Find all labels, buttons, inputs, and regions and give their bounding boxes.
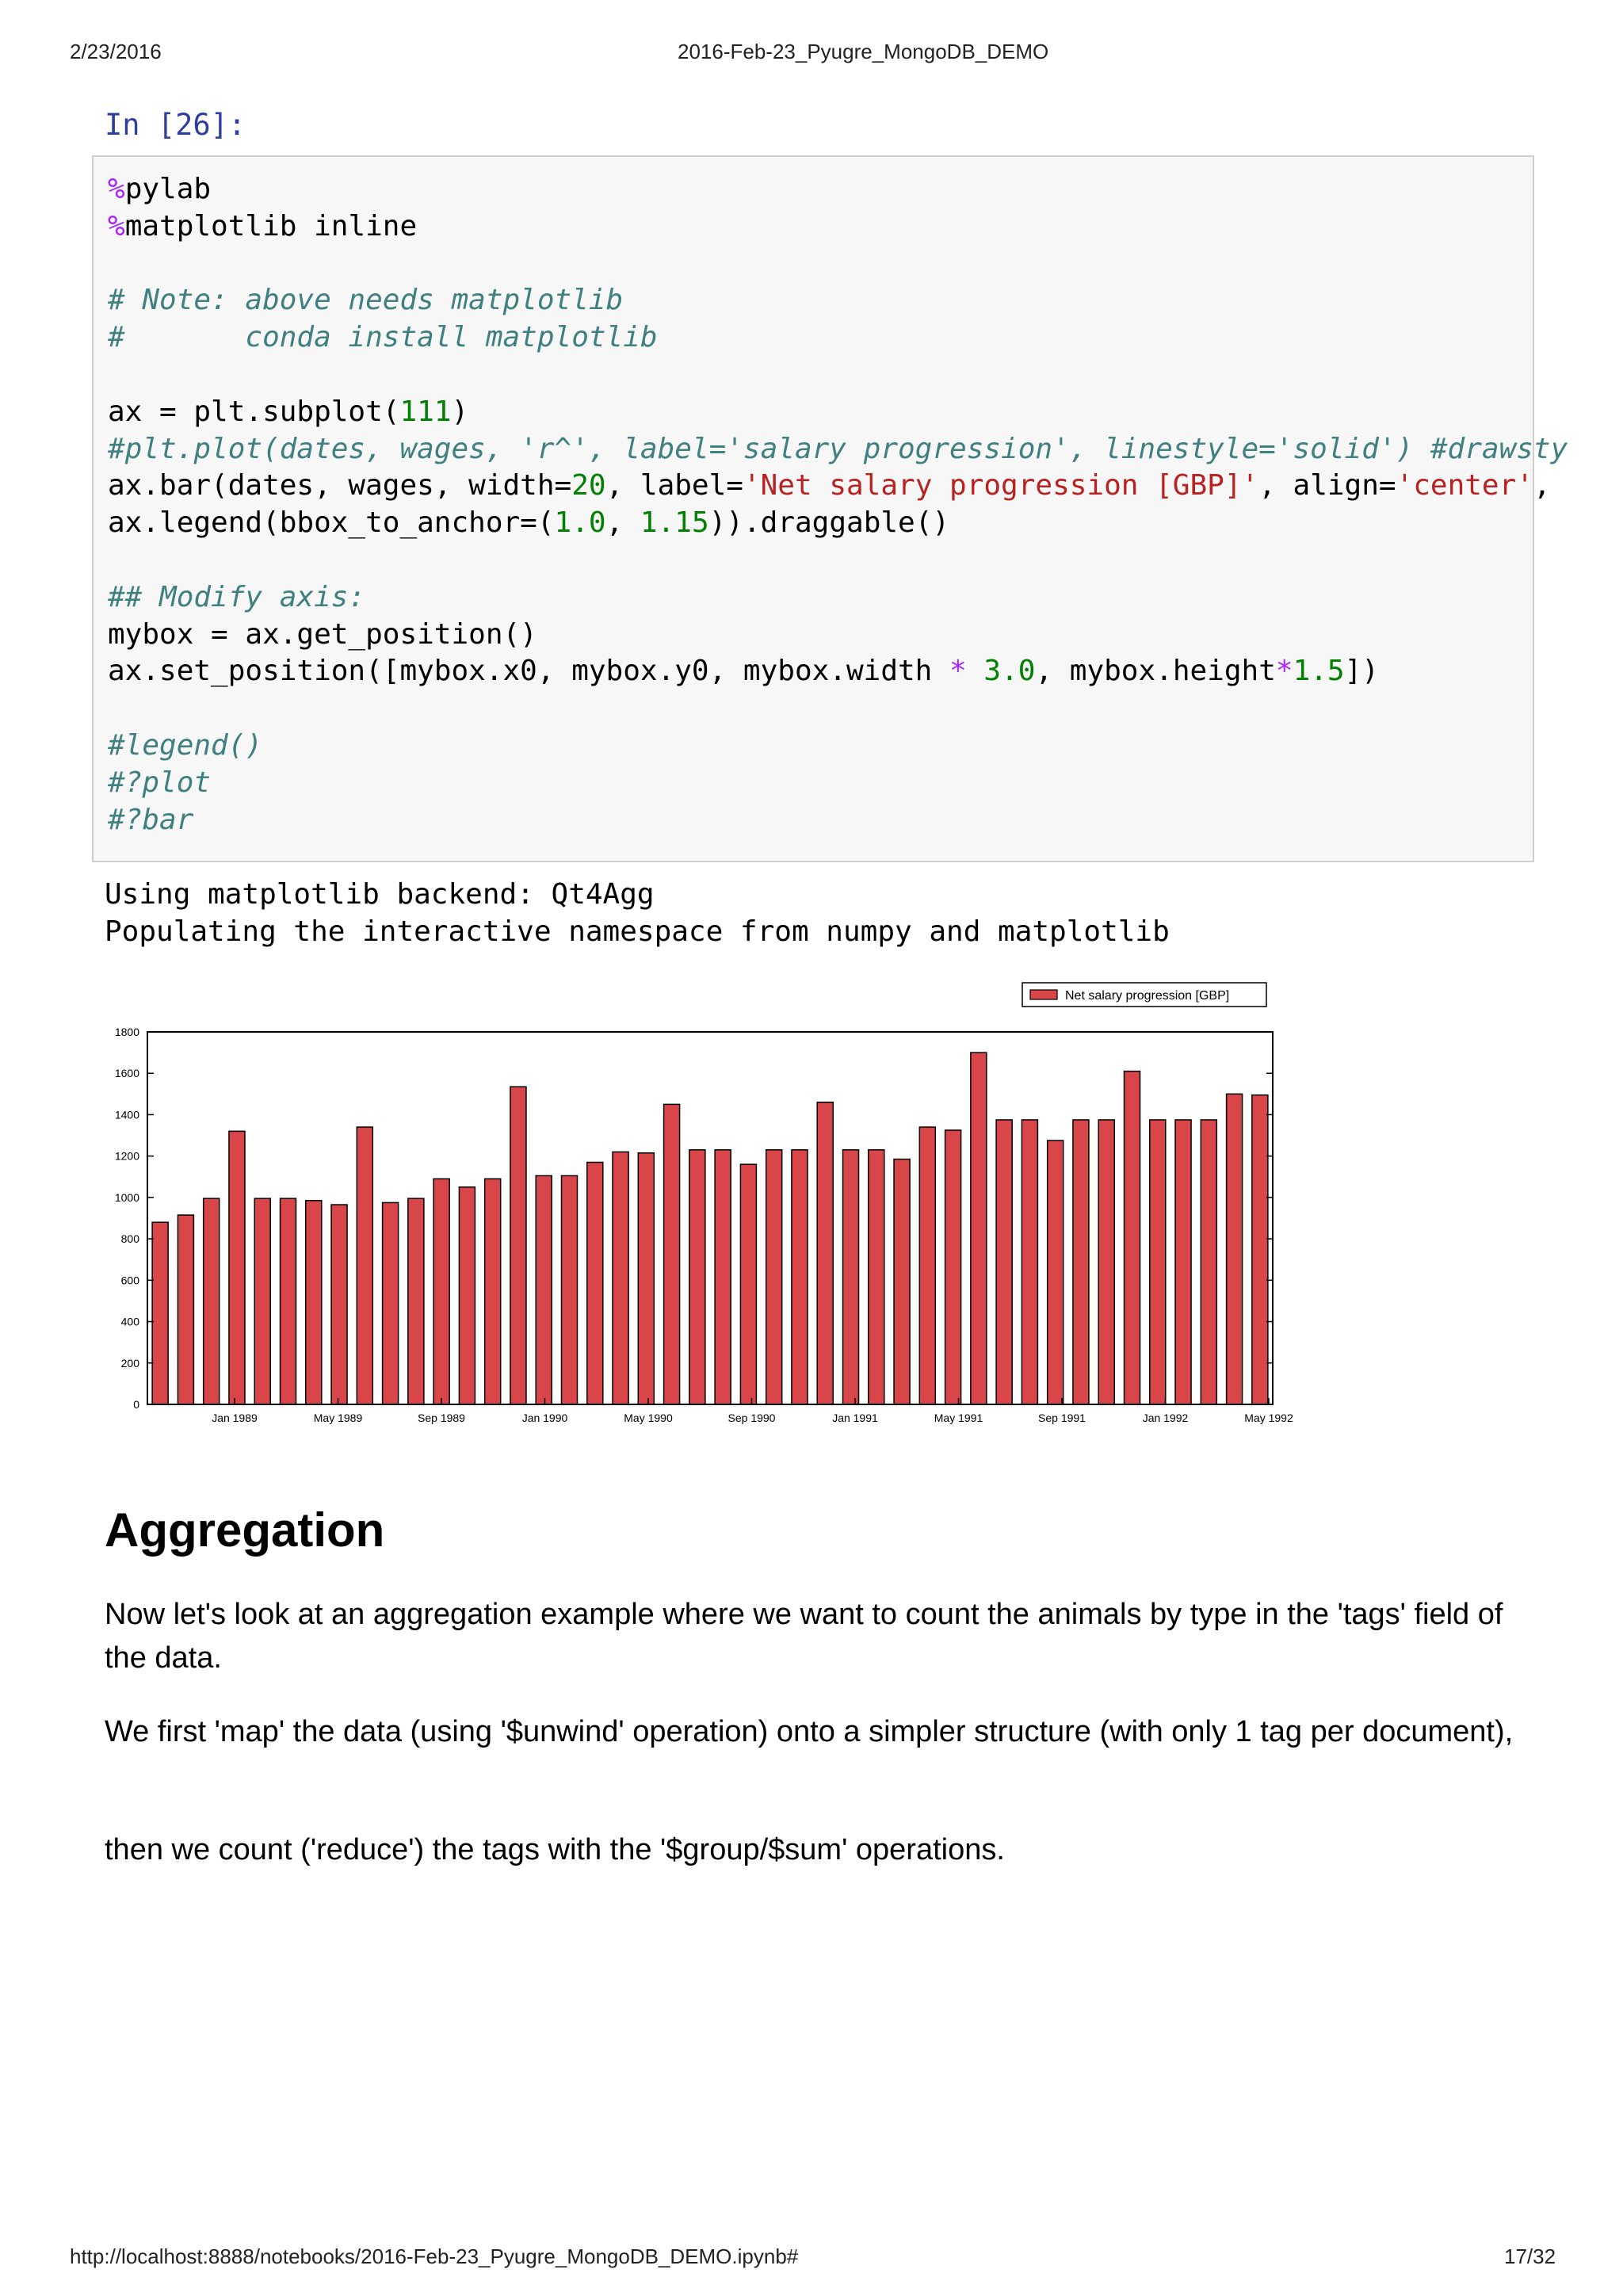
code-line: matplotlib inline [124, 209, 418, 243]
x-tick-label: Sep 1990 [727, 1412, 776, 1424]
chart-bar [1150, 1120, 1166, 1404]
code-comment: # Note: above needs matplotlib [108, 284, 624, 317]
cell-output [105, 876, 1170, 950]
chart-bar [357, 1127, 372, 1404]
y-tick-label: 1800 [114, 1026, 139, 1038]
print-url: http://localhost:8888/notebooks/2016-Feb-23_Pyugre_MongoDB_DEMO.ipynb# [70, 2244, 799, 2268]
chart-bar [204, 1198, 220, 1404]
chart-bar [331, 1205, 347, 1404]
chart-bar [1022, 1120, 1037, 1404]
chart-bar [945, 1130, 961, 1404]
salary-bar-chart [95, 967, 1300, 1442]
chart-bar [587, 1163, 603, 1405]
cell-prompt: In [26]: [105, 108, 246, 142]
print-page-number: 17/32 [1504, 2244, 1556, 2268]
chart-bar [869, 1150, 884, 1404]
chart-bar [562, 1175, 578, 1404]
paragraph: Now let's look at an aggregation example where we want to count the animals by type in the 'tags' field of the data. [105, 1598, 1503, 1675]
chart-bar [1048, 1140, 1064, 1404]
chart-bar [792, 1150, 808, 1404]
y-tick-label: 1000 [114, 1190, 139, 1204]
x-tick-label: Jan 1992 [1142, 1412, 1189, 1424]
chart-bar [536, 1175, 552, 1404]
y-tick-label: 1200 [114, 1149, 139, 1163]
x-tick-label: Jan 1991 [832, 1412, 878, 1424]
y-tick-label: 1400 [114, 1108, 139, 1121]
magic-percent: % [108, 173, 125, 205]
chart-bar [638, 1153, 654, 1404]
chart-bar [510, 1087, 526, 1404]
chart-bar [613, 1152, 628, 1404]
chart-bar [664, 1104, 680, 1404]
chart-bar [408, 1198, 424, 1404]
y-tick-label: 600 [120, 1274, 139, 1287]
chart-bar [281, 1198, 296, 1404]
chart-bar [894, 1159, 910, 1404]
chart-bar [971, 1052, 987, 1404]
x-tick-label: Jan 1990 [521, 1412, 568, 1424]
chart-bar [919, 1127, 935, 1404]
output-line: Using matplotlib backend: Qt4Agg [105, 878, 655, 911]
y-tick-label: 200 [120, 1356, 139, 1370]
code-comment: # conda install matplotlib [108, 321, 658, 354]
y-tick-label: 800 [120, 1232, 139, 1246]
code-comment: #?bar [108, 803, 194, 836]
legend-label: Net salary progression [GBP] [1065, 989, 1230, 1003]
chart-bar [1227, 1094, 1243, 1404]
chart-bar [766, 1150, 782, 1404]
print-title: 2016-Feb-23_Pyugre_MongoDB_DEMO [678, 40, 1049, 63]
chart-bar [689, 1150, 705, 1404]
x-tick-label: Sep 1991 [1038, 1412, 1086, 1424]
code-comment: ## Modify axis: [108, 580, 366, 613]
x-tick-label: Jan 1989 [212, 1412, 258, 1424]
code-block[interactable]: %pylab %matplotlib inline # Note: above needs matplotlib # conda install matplotlib ax = plt.subplot(111) #plt.plot(dates, wages, 'r^', label='salary progression', linestyle='solid') #drawsty ax.bar(dates, wages, width=20, label='Net salary progression [GBP]', align='center', ax.legend(bbox_to_anchor=(1.0, 1.15)).draggable() ## Modify axis: mybox = ax.get_position() ax.set_position([mybox.x0, mybox.y0, mybox.width * 3.0, mybox.height*1.5]) #legend() #?plot #?bar [108, 173, 1568, 836]
y-tick-label: 400 [120, 1315, 139, 1328]
y-tick-label: 1600 [114, 1067, 139, 1080]
y-tick-label: 0 [133, 1398, 139, 1411]
chart-bar [817, 1102, 833, 1404]
code-line: pylab [124, 173, 212, 205]
chart-bar [1175, 1120, 1191, 1404]
print-date: 2/23/2016 [70, 40, 162, 63]
x-tick-label: May 1992 [1244, 1412, 1293, 1424]
x-tick-label: May 1990 [624, 1412, 673, 1424]
x-tick-label: May 1989 [313, 1412, 363, 1424]
paragraph: We first 'map' the data (using '$unwind' operation) onto a simpler structure (with only 1 tag per document), [105, 1715, 1514, 1748]
chart-bar [715, 1150, 731, 1404]
chart-bar [383, 1202, 399, 1404]
chart-bar [229, 1131, 245, 1404]
chart-bar [996, 1120, 1012, 1404]
paragraph: then we count ('reduce') the tags with the '$group/$sum' operations. [105, 1833, 1005, 1866]
code-comment: #legend() [108, 728, 263, 762]
chart-bar [254, 1198, 270, 1404]
chart-bar [485, 1179, 501, 1404]
chart-bar [1125, 1072, 1140, 1404]
code-cell[interactable] [92, 155, 1568, 862]
x-tick-label: Sep 1989 [418, 1412, 465, 1424]
magic-percent: % [108, 209, 125, 243]
chart-bar [459, 1187, 475, 1404]
legend-swatch [1030, 990, 1057, 999]
chart-bar [1073, 1120, 1089, 1404]
chart-bar [843, 1150, 859, 1404]
chart-bar [306, 1201, 322, 1404]
chart-bar [1252, 1095, 1268, 1404]
chart-bar [740, 1164, 756, 1404]
chart-bar [1201, 1120, 1216, 1404]
code-comment: #?plot [108, 766, 212, 799]
chart-bar [178, 1215, 193, 1404]
output-line: Populating the interactive namespace from numpy and matplotlib [105, 915, 1170, 948]
chart-bar [1098, 1120, 1114, 1404]
code-comment: #plt.plot(dates, wages, 'r^', label='salary progression', linestyle='solid') #drawsty [108, 432, 1568, 465]
chart-bar [433, 1179, 449, 1404]
chart-bar [152, 1222, 168, 1404]
section-heading: Aggregation [105, 1503, 385, 1557]
x-tick-label: May 1991 [934, 1412, 983, 1424]
